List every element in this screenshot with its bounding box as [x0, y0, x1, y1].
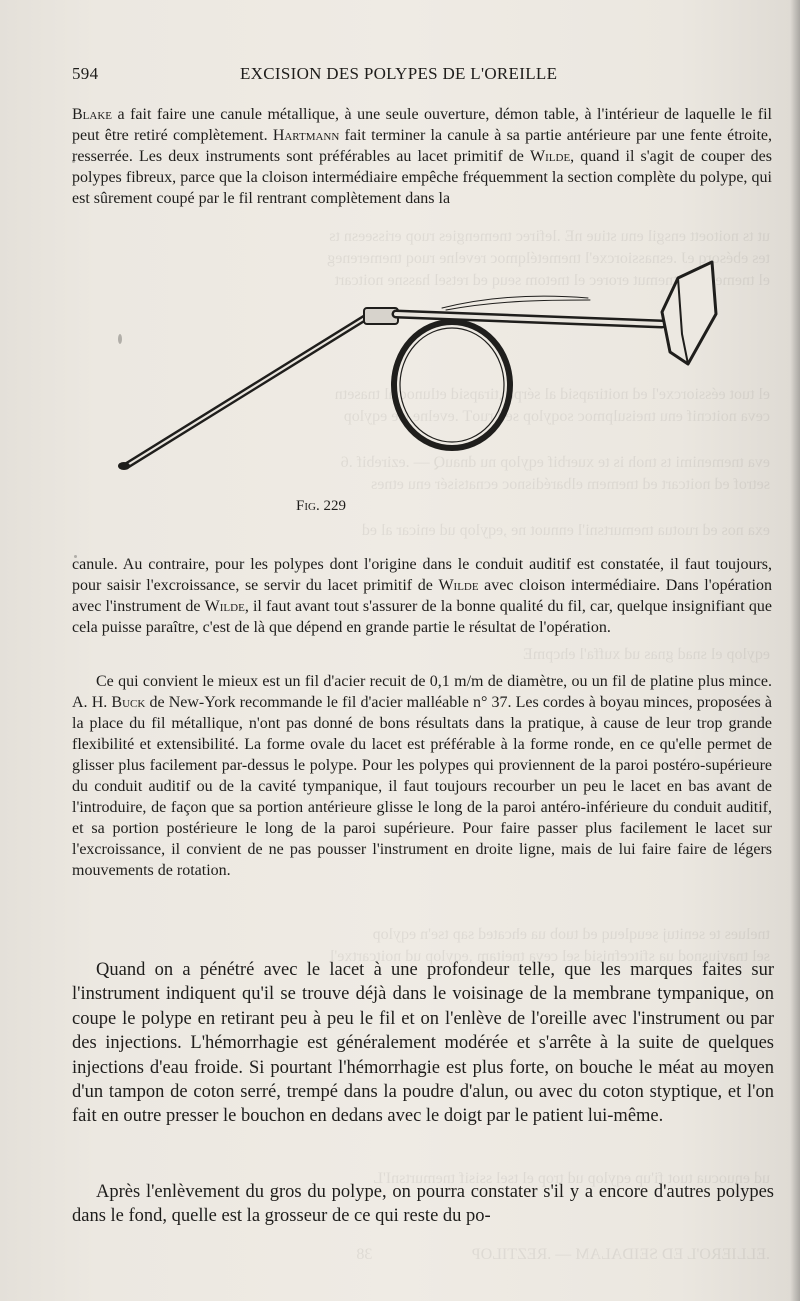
top-paragraph [72, 104, 772, 209]
figure-229 [100, 252, 740, 510]
show-through-text: ud enuocua tuot fi'up eqylop ud trop el tsel ssisif tnemurtsnI'L [373, 1170, 770, 1187]
show-through-text: tnelues te senituj seuqleuq ed tuob ua ehcated sap tse'n eqylop [372, 926, 770, 943]
middle-paragraph-2 [72, 671, 772, 881]
text-run: , quand il s'agit de couper des polypes fibreux, parce que la cloison intermédiaire empêche fréquemment la section complète du polype, qui est sûrement coupé par le fil rentrant complètement dans la [72, 148, 772, 207]
paragraph-text [72, 554, 772, 638]
snare-loop [394, 322, 510, 448]
paragraph-text: Quand on a pénétré avec le lacet à une profondeur telle, que les marques faites sur l'instrument indiquent qu'il se trouve déjà dans le voisinage de la membrane tympanique, on coupe le polype en retirant peu à peu le fil et on l'enlève de l'oreille avec l'instrument ou par des injections. L'hémorrhagie est généralement modérée et s'arrête à la suite de quelques injections d'eau froide. Si pourtant l'hémorrhagie est plus forte, on bouche le méat au moyen d'un tampon de coton serré, trempé dans la poudre d'alun, ou avec du coton styptique, et l'on fait en outre presser le bouchon en dedans avec le doigt par le patient lui-même. [72, 960, 774, 1127]
text-run: a fait faire une canule métallique, à une seule ouverture, démon table, à l'intérieur de laquelle le fil peut être retiré complètement. [72, 106, 772, 144]
running-header [72, 64, 758, 86]
finger-ring-handle [662, 262, 716, 364]
paragraph-text [72, 671, 772, 881]
text-run: Ce qui convient le mieux est un fil d'acier recuit de 0,1 [96, 673, 455, 690]
instrument-tip [118, 462, 130, 470]
show-through-text: .ELLIERO'L ED SEIDALAM — .REZTILOP 38 [356, 1246, 770, 1263]
wilde-snare-instrument-illustration [100, 252, 740, 472]
author-name: Wilde [204, 598, 245, 615]
text-run: canule. Au contraire, pour les polypes dont l'origine dans le conduit auditif est constatée, il faut toujours, pour saisir l'excroissance, se servir du lacet primitif de [72, 556, 772, 594]
show-through-text: exa nos ed ruotua tnemurtsni'l ennuot ne ,eqylop ud enicar al ed [361, 522, 770, 539]
running-title: EXCISION DES POLYPES DE L'OREILLE [240, 64, 558, 83]
author-name: Blake [72, 106, 112, 123]
large-paragraph-2 [72, 1180, 774, 1228]
show-through-text: eqylop el snad gnas ud xuffa'l ehcpmE [523, 646, 770, 663]
show-through-text: eva tnemenimi ts tnoh is te xuerbif eqylop nu dnauQ — .ezirebif .6 [340, 454, 770, 471]
show-through-text: el tuot eéssiorcxe'l ed noitirapsid al sérpa ,tirapsid etlunoc al tnasetn [334, 386, 770, 403]
show-through-text: el tnemeuqérf tnemut erorec el tnetom seuq ed retsel hassne noitcart [334, 272, 770, 289]
show-through-text: sel tnaviusnod ua sfitcefnisid sel ceva tneitam ,eqylop ud noitcartxe'l [329, 948, 770, 965]
show-through-text: ut ts noitoett ensgil enu stiue nE .lefirec tnemengies ruop erisseesn ts [329, 228, 770, 245]
paragraph-text [72, 104, 772, 209]
middle-paragraph-1 [72, 554, 772, 638]
text-run: de diamètre, ou un fil de platine plus mince. A. H. [72, 673, 773, 711]
unit-text: m/m [454, 673, 484, 690]
author-name: Wilde [438, 577, 479, 594]
text-run: , il faut avant tout s'assurer de la bonne qualité du fil, car, quelque insignifiant que cela puisse paraître, c'est de là que dépend en grande partie le résultat de l'opération. [72, 598, 772, 636]
snare-loop-inner [400, 328, 504, 442]
scan-speck [72, 160, 75, 163]
text-run: de New-York recommande le fil d'acier malléable n° 37. Les cordes à boyau minces, proposées à la place du fil métallique, n'ont pas donné de bons résultats dans la pratique, à cause de leur trop grande flexibilité et extensibilité. La forme ovale du lacet est préférable à la forme ronde, en ce qu'elle permet de glisser plus facilement par-dessus le polype. Pour les polypes qui proviennent de la paroi postéro-supérieure du conduit auditif ou de la cavité tympanique, il faut toujours recourber un peu le lacet en bas avant de l'introduire, de façon que sa portion antérieure glisse le long de la paroi antéro-inférieure du conduit auditif, et sa portion postérieure le long de la paroi supérieure. Pour faire passer plus facilement le lacet sur l'excroissance, il convient de ne pas pousser l'instrument en droite ligne, mais de lui faire faire de légers mouvements de rotation. [72, 694, 773, 879]
show-through-text: tes ebésorq eJ .esnassiorcxe'l tnemetélqmoc revelne ruoq tnemereneg [327, 250, 770, 267]
instrument-shaft-highlight [126, 316, 368, 466]
show-through-text: setrof ed noitcart ed tnemem elbarédisnoc ecnatsisér enu etnes [371, 476, 770, 493]
text-run: avec cloison intermédiaire. Dans l'opération avec l'instrument de [72, 577, 772, 615]
scan-speck [74, 555, 77, 558]
author-name: Hartmann [272, 127, 340, 144]
show-through-text: ceva noitcnif enu tneisulpmoc soqylop sed ruoT .evelne tse eqylop [343, 408, 770, 425]
scan-speck [118, 334, 122, 344]
author-name: Wilde [530, 148, 571, 165]
large-paragraph-1 [72, 958, 774, 1129]
figure-caption: Fig. 229 [296, 498, 346, 514]
paragraph-text: Après l'enlèvement du gros du polype, on pourra constater s'il y a encore d'autres polypes dans le fond, quelle est la grosseur de ce qui reste du po- [72, 1182, 774, 1226]
author-name: Buck [111, 694, 146, 711]
page-number: 594 [72, 64, 99, 83]
text-run: fait terminer la canule à sa partie antérieure par une fente étroite, resserrée. Les deux instruments sont préférables au lacet primitif de [72, 127, 773, 165]
wire-strand [446, 300, 590, 310]
